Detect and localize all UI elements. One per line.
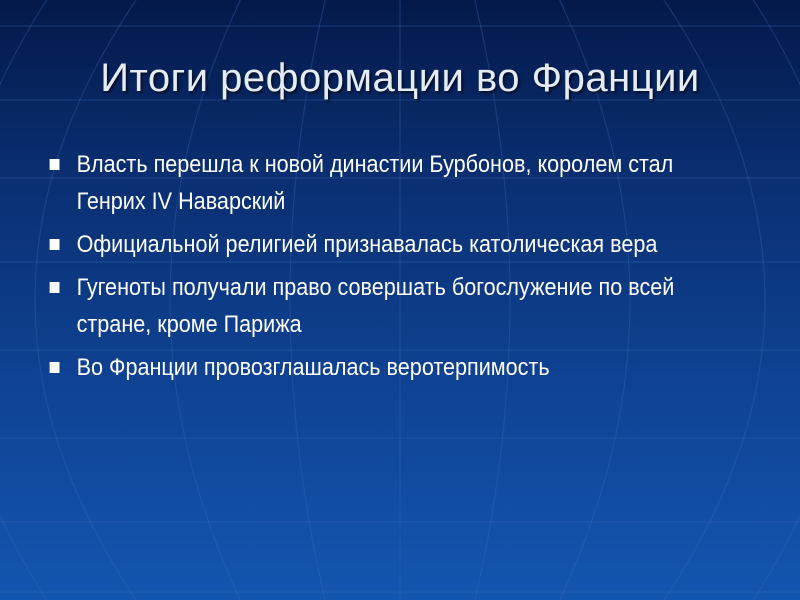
- bullet-item: [46, 146, 674, 220]
- square-bullet-icon: [50, 239, 60, 250]
- slide-title: Итоги реформации во Франции: [100, 56, 700, 100]
- bullet-text: Власть перешла к новой династии Бурбонов, королем стал Генрих IV Наварский: [76, 151, 674, 215]
- bullet-text: Официальной религией признавалась католическая вера: [76, 231, 658, 258]
- square-bullet-icon: [50, 282, 60, 293]
- bullet-text: Гугеноты получали право совершать богослужение по всей стране, кроме Парижа: [76, 274, 675, 338]
- square-bullet-icon: [50, 362, 60, 373]
- bullet-item: [46, 226, 667, 263]
- bullet-text: Во Франции провозглашалась веротерпимость: [76, 354, 550, 381]
- square-bullet-icon: [50, 159, 60, 170]
- bullet-item: [46, 269, 675, 343]
- bullet-list: [46, 146, 736, 392]
- bullet-item: [46, 349, 667, 386]
